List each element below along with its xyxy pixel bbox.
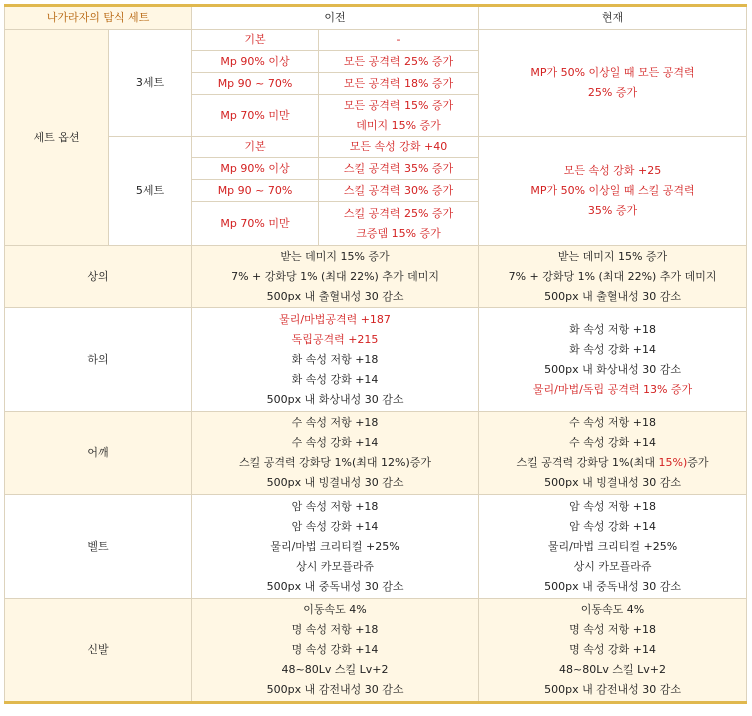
item-before xyxy=(192,599,479,703)
option-segment: 스킬 공격력 강화당 1%(최대 xyxy=(516,456,659,469)
option-line: 500px 내 출혈내성 30 감소 xyxy=(544,289,681,303)
set3-after xyxy=(479,30,747,137)
option-line: 암 속성 강화 +14 xyxy=(569,519,656,533)
option-line: 이동속도 4% xyxy=(580,603,645,616)
item-label: 하의 xyxy=(5,308,192,412)
option-line: 500px 내 화상내성 30 감소 xyxy=(266,392,404,406)
option-line: 받는 데미지 15% 증가 xyxy=(280,249,390,263)
item-row-belt xyxy=(5,495,747,599)
set5-after-line: 모든 속성 강화 +25 xyxy=(563,164,662,177)
header-row xyxy=(5,6,747,30)
option-line: 7% + 강화당 1% (최대 22%) 추가 데미지 xyxy=(231,269,439,283)
item-after xyxy=(479,246,747,308)
option-line: 화 속성 저항 +18 xyxy=(291,352,379,366)
set3-effect-line: 모든 공격력 15% 증가 xyxy=(343,98,454,112)
option-line: 500px 내 화상내성 30 감소 xyxy=(544,362,681,376)
item-label: 신발 xyxy=(5,599,192,703)
option-line: 500px 내 중독내성 30 감소 xyxy=(266,579,404,593)
item-before xyxy=(192,495,479,599)
set-options-label: 세트 옵션 xyxy=(5,30,109,246)
set3-effect: - xyxy=(319,30,479,51)
column-header-before: 이전 xyxy=(192,6,479,30)
set3-after-line: MP가 50% 이상일 때 모든 공격력 xyxy=(530,66,695,79)
item-row-shoes xyxy=(5,599,747,703)
set5-label: 5세트 xyxy=(109,137,192,246)
set3-effect: 모든 공격력 25% 증가 xyxy=(319,51,479,73)
option-line: 물리/마법 크리티컬 +25% xyxy=(270,539,400,553)
option-line: 상시 카모플라쥬 xyxy=(573,559,652,573)
item-after xyxy=(479,599,747,703)
item-before xyxy=(192,412,479,495)
option-line: 500px 내 출혈내성 30 감소 xyxy=(266,289,404,303)
set5-effect: 모든 속성 강화 +40 xyxy=(319,137,479,158)
option-line xyxy=(479,453,746,473)
option-segment-highlight: 15%) xyxy=(658,456,688,469)
option-line: 명 속성 강화 +14 xyxy=(291,643,379,656)
option-line: 명 속성 저항 +18 xyxy=(291,623,379,636)
option-line: 암 속성 저항 +18 xyxy=(569,499,656,513)
option-line: 물리/마법/독립 공격력 13% 증가 xyxy=(532,382,693,396)
set3-label: 3세트 xyxy=(109,30,192,137)
option-line: 명 속성 강화 +14 xyxy=(569,643,656,656)
option-line: 받는 데미지 15% 증가 xyxy=(557,249,668,263)
option-line: 500px 내 중독내성 30 감소 xyxy=(544,579,681,593)
set5-after-line: 35% 증가 xyxy=(587,204,638,217)
set5-effect: 스킬 공격력 35% 증가 xyxy=(319,158,479,180)
set5-row-base xyxy=(5,137,747,158)
set5-effect: 스킬 공격력 30% 증가 xyxy=(319,180,479,202)
set3-cond: Mp 90 ~ 70% xyxy=(192,73,319,95)
item-after xyxy=(479,495,747,599)
option-line: 7% + 강화당 1% (최대 22%) 추가 데미지 xyxy=(508,269,717,283)
option-line: 화 속성 강화 +14 xyxy=(291,372,379,386)
set3-cond: 기본 xyxy=(192,30,319,51)
option-line: 물리/마법공격력 +187 xyxy=(279,312,391,326)
set-comparison-table xyxy=(4,4,747,704)
set5-effect-line: 스킬 공격력 25% 증가 xyxy=(343,206,454,220)
set3-row-base xyxy=(5,30,747,51)
option-line: 500px 내 빙결내성 30 감소 xyxy=(266,476,404,489)
option-line: 독립공격력 +215 xyxy=(291,332,379,346)
item-label: 상의 xyxy=(5,246,192,308)
option-line: 수 속성 저항 +18 xyxy=(291,416,379,429)
option-line: 화 속성 저항 +18 xyxy=(569,322,656,336)
table-title: 나가라자의 탐식 세트 xyxy=(5,6,192,30)
option-line: 500px 내 빙결내성 30 감소 xyxy=(544,476,681,489)
option-line: 수 속성 저항 +18 xyxy=(569,416,656,429)
item-row-top xyxy=(5,246,747,308)
item-label: 어깨 xyxy=(5,412,192,495)
option-line: 스킬 공격력 강화당 1%(최대 12%)증가 xyxy=(239,456,432,469)
set3-cond: Mp 70% 미만 xyxy=(192,95,319,137)
option-line: 상시 카모플라쥬 xyxy=(296,559,374,573)
item-after xyxy=(479,308,747,412)
set5-after-line: MP가 50% 이상일 때 스킬 공격력 xyxy=(530,184,695,197)
option-segment: 증가 xyxy=(687,456,709,469)
item-row-bottom xyxy=(5,308,747,412)
set3-effect xyxy=(319,95,479,137)
option-line: 암 속성 저항 +18 xyxy=(291,499,379,513)
option-line: 수 속성 강화 +14 xyxy=(291,436,379,449)
option-line: 48~80Lv 스킬 Lv+2 xyxy=(281,663,389,676)
option-line: 500px 내 감전내성 30 감소 xyxy=(266,683,404,696)
option-line: 명 속성 저항 +18 xyxy=(569,623,656,636)
set3-cond: Mp 90% 이상 xyxy=(192,51,319,73)
set5-effect-line: 크증뎀 15% 증가 xyxy=(356,226,441,240)
item-before xyxy=(192,246,479,308)
column-header-after: 현재 xyxy=(479,6,747,30)
set5-cond: 기본 xyxy=(192,137,319,158)
item-label: 벨트 xyxy=(5,495,192,599)
option-line: 이동속도 4% xyxy=(303,603,367,616)
set5-after xyxy=(479,137,747,246)
set3-after-line: 25% 증가 xyxy=(587,86,638,99)
set3-effect-line: 데미지 15% 증가 xyxy=(356,118,441,132)
option-line: 48~80Lv 스킬 Lv+2 xyxy=(559,663,666,676)
set5-effect xyxy=(319,202,479,246)
set5-cond: Mp 90% 이상 xyxy=(192,158,319,180)
option-line: 수 속성 강화 +14 xyxy=(569,436,656,449)
set5-cond: Mp 90 ~ 70% xyxy=(192,180,319,202)
option-line: 물리/마법 크리티컬 +25% xyxy=(547,539,678,553)
item-before xyxy=(192,308,479,412)
item-row-shoulder xyxy=(5,412,747,495)
item-after xyxy=(479,412,747,495)
option-line: 화 속성 강화 +14 xyxy=(569,342,656,356)
option-line: 암 속성 강화 +14 xyxy=(291,519,379,533)
set3-effect: 모든 공격력 18% 증가 xyxy=(319,73,479,95)
option-line: 500px 내 감전내성 30 감소 xyxy=(544,683,681,696)
set5-cond: Mp 70% 미만 xyxy=(192,202,319,246)
